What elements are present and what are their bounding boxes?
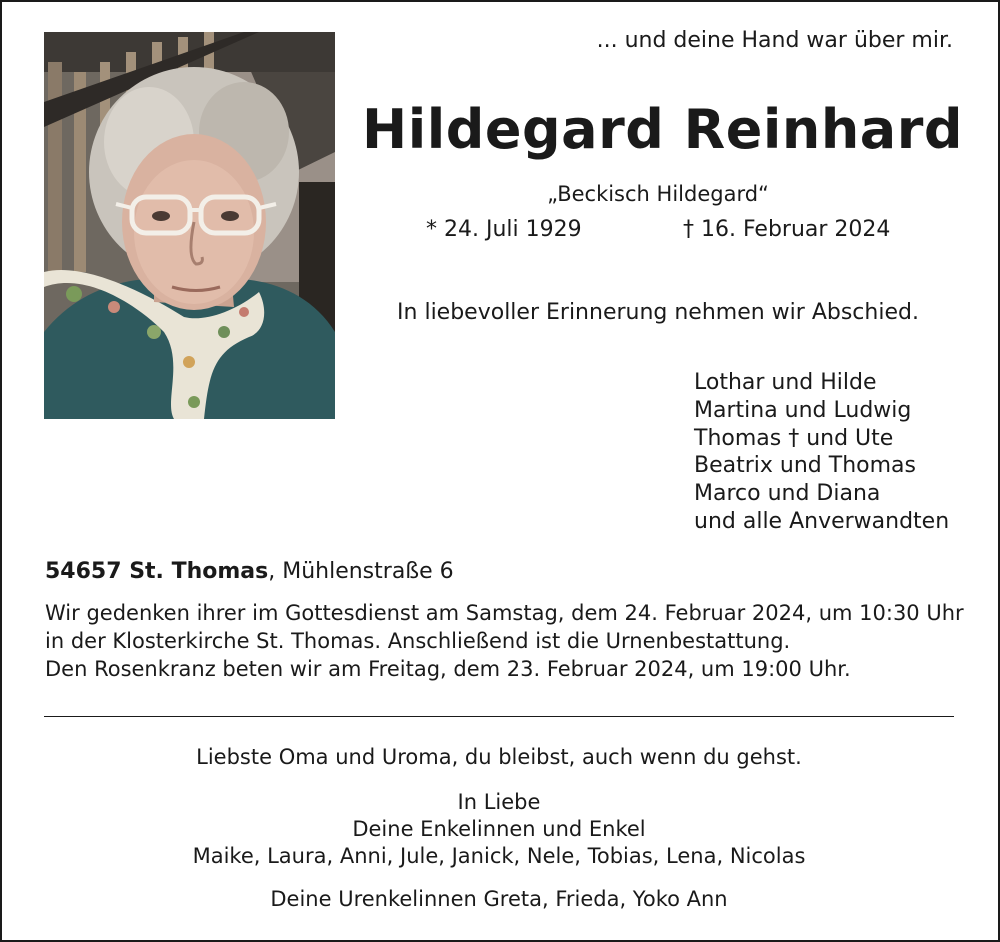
- portrait-photo: [44, 32, 335, 419]
- nickname: „Beckisch Hildegard“: [547, 182, 769, 206]
- family-member: Thomas † und Ute: [694, 425, 894, 451]
- grandchildren-quote: Liebste Oma und Uroma, du bleibst, auch wenn du gehst.: [196, 745, 802, 769]
- in-love-line: In Liebe: [457, 790, 541, 814]
- service-line: in der Klosterkirche St. Thomas. Anschließend ist die Urnenbestattung.: [45, 629, 791, 653]
- family-member: Beatrix und Thomas: [694, 453, 916, 479]
- family-list: [694, 369, 949, 536]
- address-town: 54657 St. Thomas: [45, 559, 269, 584]
- deceased-name: Hildegard Reinhard: [362, 98, 963, 161]
- family-member: Marco und Diana: [694, 481, 881, 507]
- divider: [44, 716, 954, 717]
- death-date: † 16. Februar 2024: [683, 217, 891, 242]
- family-member: Lothar und Hilde: [694, 370, 877, 395]
- service-line: Den Rosenkranz beten wir am Freitag, dem 23. Februar 2024, um 19:00 Uhr.: [45, 657, 851, 681]
- motto-verse: ... und deine Hand war über mir.: [596, 28, 953, 53]
- family-member: und alle Anverwandten: [694, 508, 950, 534]
- grandchildren-names: Maike, Laura, Anni, Jule, Janick, Nele, Tobias, Lena, Nicolas: [192, 844, 806, 868]
- portrait-illustration: [44, 32, 335, 419]
- address-street: , Mühlenstraße 6: [268, 559, 454, 584]
- birth-date: * 24. Juli 1929: [426, 217, 582, 242]
- great-grandchildren: Deine Urenkelinnen Greta, Frieda, Yoko Ann: [270, 887, 728, 911]
- service-details: [45, 599, 964, 683]
- address: [45, 559, 454, 584]
- service-line: Wir gedenken ihrer im Gottesdienst am Samstag, dem 24. Februar 2024, um 10:30 Uhr: [45, 601, 964, 625]
- grandchildren-title: Deine Enkelinnen und Enkel: [352, 817, 646, 841]
- family-member: Martina und Ludwig: [694, 397, 912, 423]
- farewell-line: In liebevoller Erinnerung nehmen wir Abschied.: [397, 300, 919, 325]
